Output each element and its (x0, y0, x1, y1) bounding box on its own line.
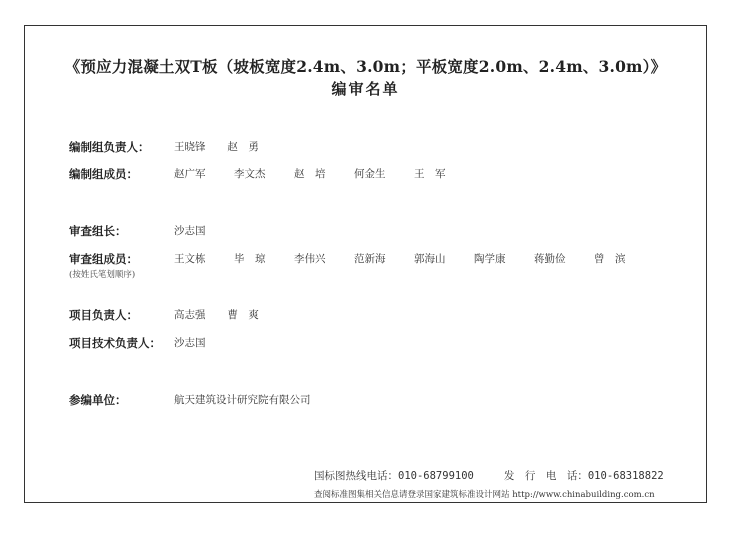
review-members-label: 审查组成员： (69, 252, 138, 266)
name: 赵 勇 (227, 141, 259, 153)
distribution-phone-text: 发 行 电 话：010-68318822 (503, 470, 664, 482)
name: 高志强 (174, 309, 206, 321)
footer-phones (314, 468, 664, 483)
name: 李文杰 (234, 168, 266, 180)
name: 何金生 (354, 168, 386, 180)
project-leader-label: 项目负责人： (69, 308, 138, 322)
name: 李伟兴 (294, 253, 326, 265)
organization-name: 航天建筑设计研究院有限公司 (174, 394, 311, 406)
document-title: 《预应力混凝土双T板（坡板宽度2.4m、3.0m；平板宽度2.0m、2.4m、3.0m）》 (64, 57, 667, 76)
name: 范新海 (354, 253, 386, 265)
name: 郭海山 (414, 253, 446, 265)
name: 陶学康 (474, 253, 506, 265)
name: 曾 滨 (594, 253, 626, 265)
name: 王晓锋 (174, 141, 206, 153)
tech-leader-label: 项目技术负责人： (69, 336, 161, 350)
footer-website: 查阅标准图集相关信息请登录国家建筑标准设计网站 http://www.chinabuilding.com.cn (314, 490, 655, 500)
compile-members-label: 编制组成员： (69, 167, 138, 181)
name: 沙志国 (174, 337, 206, 349)
name: 赵 培 (294, 168, 326, 180)
name: 毕 琼 (234, 253, 266, 265)
review-members-note: (按姓氏笔划顺序) (69, 270, 136, 280)
name: 王文栋 (174, 253, 206, 265)
name: 曹 爽 (227, 309, 259, 321)
document-subtitle: 编审名单 (331, 80, 400, 98)
hotline-text: 国标图热线电话：010-68799100 (314, 470, 474, 482)
name: 蒋勤俭 (534, 253, 566, 265)
name: 沙志国 (174, 225, 206, 237)
name: 王 军 (414, 168, 446, 180)
review-leader-label: 审查组长： (69, 224, 127, 238)
participant-label: 参编单位： (69, 393, 127, 407)
compile-leader-label: 编制组负责人： (69, 140, 150, 154)
name: 赵广军 (174, 168, 206, 180)
